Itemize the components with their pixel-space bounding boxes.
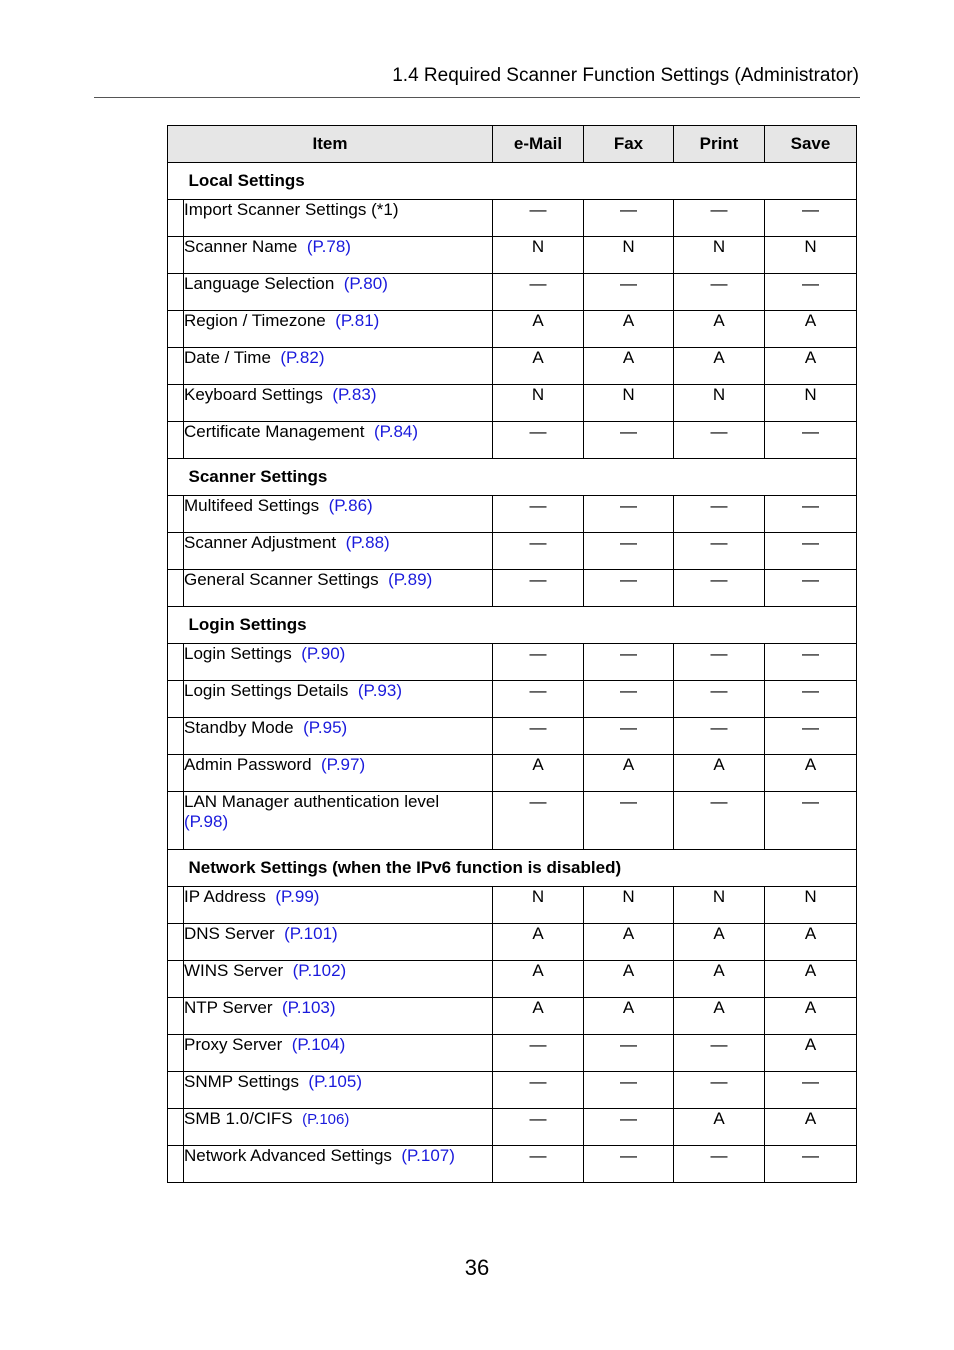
row-gutter [168, 961, 184, 998]
table-row [168, 887, 857, 924]
value-email: N [493, 237, 584, 274]
value-fax: — [584, 644, 674, 681]
value-email: A [493, 348, 584, 385]
value-email: — [493, 1109, 584, 1146]
table-row [168, 570, 857, 607]
page-reference-link[interactable]: (P.82) [280, 348, 325, 367]
item-cell [184, 422, 493, 459]
item-cell [184, 718, 493, 755]
item-name: DNS Server [184, 924, 275, 943]
item-name: SMB 1.0/CIFS [184, 1109, 293, 1128]
item-cell [184, 681, 493, 718]
table-body [168, 163, 857, 1183]
row-gutter [168, 644, 184, 681]
value-email: — [493, 681, 584, 718]
item-name: LAN Manager authentication level [184, 792, 440, 811]
page-reference-link[interactable]: (P.99) [275, 887, 320, 906]
page-reference-link[interactable]: (P.90) [301, 644, 346, 663]
value-save: — [765, 570, 857, 607]
item-cell [184, 644, 493, 681]
item-cell [184, 887, 493, 924]
value-print: A [674, 311, 765, 348]
value-print: A [674, 998, 765, 1035]
item-name: Scanner Name [184, 237, 298, 256]
value-fax: A [584, 311, 674, 348]
page-reference-link[interactable]: (P.81) [335, 311, 380, 330]
section-gutter [168, 607, 184, 644]
value-save: A [765, 1035, 857, 1072]
row-gutter [168, 385, 184, 422]
value-save: A [765, 924, 857, 961]
item-name: Import Scanner Settings (*1) [184, 200, 399, 219]
row-gutter [168, 1146, 184, 1183]
section-row [168, 607, 857, 644]
value-save: — [765, 644, 857, 681]
row-gutter [168, 570, 184, 607]
row-gutter [168, 887, 184, 924]
value-email: — [493, 1072, 584, 1109]
value-fax: — [584, 496, 674, 533]
value-fax: — [584, 1109, 674, 1146]
page-reference-link[interactable]: (P.78) [306, 237, 351, 256]
value-email: A [493, 755, 584, 792]
table-row [168, 755, 857, 792]
item-cell [184, 1072, 493, 1109]
row-gutter [168, 1035, 184, 1072]
item-cell [184, 1109, 493, 1146]
item-name: Keyboard Settings [184, 385, 323, 404]
table-row [168, 274, 857, 311]
table-row [168, 1035, 857, 1072]
page-reference-link[interactable]: (P.95) [303, 718, 348, 737]
table-row [168, 533, 857, 570]
page-reference-link[interactable]: (P.103) [281, 998, 336, 1017]
value-fax: — [584, 200, 674, 237]
value-fax: N [584, 237, 674, 274]
value-save: — [765, 496, 857, 533]
item-name: WINS Server [184, 961, 284, 980]
item-name: SNMP Settings [184, 1072, 299, 1091]
value-save: A [765, 311, 857, 348]
item-name: Date / Time [184, 348, 271, 367]
table-row [168, 348, 857, 385]
value-email: A [493, 311, 584, 348]
item-cell [184, 348, 493, 385]
row-gutter [168, 274, 184, 311]
value-save: — [765, 1072, 857, 1109]
table-row [168, 681, 857, 718]
item-cell [184, 570, 493, 607]
value-save: N [765, 887, 857, 924]
item-name: Multifeed Settings [184, 496, 320, 515]
value-save: A [765, 755, 857, 792]
value-email: — [493, 422, 584, 459]
item-cell [184, 274, 493, 311]
value-save: N [765, 385, 857, 422]
item-name: Standby Mode [184, 718, 294, 737]
item-cell [184, 237, 493, 274]
page-number: 36 [464, 1255, 490, 1280]
column-header-save: Save [765, 126, 857, 163]
item-name: Certificate Management [184, 422, 365, 441]
page-reference-link[interactable]: (P.97) [321, 755, 366, 774]
value-email: — [493, 792, 584, 850]
value-print: — [674, 1035, 765, 1072]
page-reference-link[interactable]: (P.80) [343, 274, 388, 293]
value-fax: — [584, 792, 674, 850]
value-fax: A [584, 961, 674, 998]
item-cell [184, 533, 493, 570]
value-save: — [765, 274, 857, 311]
value-print: — [674, 570, 765, 607]
page-reference-link[interactable]: (P.101) [284, 924, 338, 943]
page-reference-link[interactable]: (P.105) [308, 1072, 362, 1091]
value-fax: A [584, 924, 674, 961]
item-name: Network Advanced Settings [184, 1146, 392, 1165]
column-header-item: Item [168, 126, 493, 163]
table-row [168, 1072, 857, 1109]
row-gutter [168, 1072, 184, 1109]
row-gutter [168, 1109, 184, 1146]
value-print: — [674, 422, 765, 459]
section-gutter [168, 459, 184, 496]
item-cell [184, 1146, 493, 1183]
section-title: Login Settings [184, 607, 857, 644]
value-print: — [674, 718, 765, 755]
value-fax: N [584, 887, 674, 924]
value-fax: N [584, 385, 674, 422]
item-name: Proxy Server [184, 1035, 283, 1054]
value-print: — [674, 533, 765, 570]
section-title: Scanner Settings [184, 459, 857, 496]
running-header: 1.4 Required Scanner Function Settings (Administrator) [392, 65, 859, 86]
value-print: A [674, 1109, 765, 1146]
value-fax: — [584, 718, 674, 755]
value-save: — [765, 200, 857, 237]
table-row [168, 200, 857, 237]
value-fax: — [584, 422, 674, 459]
item-name: Login Settings [184, 644, 292, 663]
table-row [168, 1109, 857, 1146]
value-email: A [493, 961, 584, 998]
value-email: N [493, 887, 584, 924]
table-row [168, 1146, 857, 1183]
table-row [168, 311, 857, 348]
item-cell [184, 792, 493, 850]
item-name: Admin Password [184, 755, 312, 774]
item-name: Language Selection [184, 274, 335, 293]
value-print: — [674, 681, 765, 718]
value-print: N [674, 237, 765, 274]
item-cell [184, 200, 493, 237]
row-gutter [168, 237, 184, 274]
value-save: A [765, 998, 857, 1035]
value-fax: — [584, 274, 674, 311]
page-reference-link[interactable]: (P.98) [184, 812, 229, 831]
page-reference-link[interactable]: (P.93) [357, 681, 402, 700]
column-header-email: e-Mail [493, 126, 584, 163]
value-print: — [674, 496, 765, 533]
value-email: — [493, 570, 584, 607]
row-gutter [168, 533, 184, 570]
page-reference-link[interactable]: (P.86) [328, 496, 373, 515]
value-email: — [493, 533, 584, 570]
value-fax: — [584, 533, 674, 570]
page-reference-link[interactable]: (P.88) [345, 533, 390, 552]
value-print: N [674, 887, 765, 924]
table-row [168, 644, 857, 681]
value-save: A [765, 348, 857, 385]
table-row [168, 718, 857, 755]
row-gutter [168, 681, 184, 718]
row-gutter [168, 348, 184, 385]
value-email: — [493, 1146, 584, 1183]
row-gutter [168, 792, 184, 850]
column-header-print: Print [674, 126, 765, 163]
value-print: — [674, 1072, 765, 1109]
item-cell [184, 311, 493, 348]
row-gutter [168, 422, 184, 459]
row-gutter [168, 496, 184, 533]
value-save: N [765, 237, 857, 274]
table-row [168, 496, 857, 533]
value-email: — [493, 1035, 584, 1072]
value-save: — [765, 1146, 857, 1183]
row-gutter [168, 200, 184, 237]
value-print: A [674, 961, 765, 998]
page-reference-link[interactable]: (P.106) [302, 1111, 350, 1128]
table-header-row [168, 126, 857, 163]
item-name: General Scanner Settings [184, 570, 379, 589]
value-print: — [674, 274, 765, 311]
item-name: IP Address [184, 887, 266, 906]
value-print: — [674, 1146, 765, 1183]
item-name: Login Settings Details [184, 681, 349, 700]
value-print: A [674, 755, 765, 792]
section-row [168, 163, 857, 200]
value-fax: — [584, 1035, 674, 1072]
value-fax: A [584, 755, 674, 792]
value-email: — [493, 496, 584, 533]
settings-table [167, 125, 857, 1183]
value-fax: — [584, 570, 674, 607]
section-row [168, 850, 857, 887]
value-print: — [674, 200, 765, 237]
value-save: — [765, 792, 857, 850]
page-reference-link[interactable]: (P.84) [373, 422, 419, 441]
row-gutter [168, 998, 184, 1035]
page-reference-link[interactable]: (P.104) [291, 1035, 346, 1054]
page-reference-link[interactable]: (P.107) [401, 1146, 455, 1165]
item-cell [184, 924, 493, 961]
value-print: A [674, 924, 765, 961]
section-title: Network Settings (when the IPv6 function is disabled) [184, 850, 857, 887]
value-email: A [493, 924, 584, 961]
table-row [168, 792, 857, 850]
row-gutter [168, 718, 184, 755]
value-save: — [765, 533, 857, 570]
value-print: N [674, 385, 765, 422]
value-email: N [493, 385, 584, 422]
item-cell [184, 755, 493, 792]
page-reference-link[interactable]: (P.89) [388, 570, 433, 589]
row-gutter [168, 924, 184, 961]
item-cell [184, 496, 493, 533]
value-email: — [493, 274, 584, 311]
value-save: A [765, 961, 857, 998]
section-gutter [168, 163, 184, 200]
value-fax: A [584, 348, 674, 385]
value-fax: — [584, 1146, 674, 1183]
header-divider [94, 97, 860, 98]
table-row [168, 961, 857, 998]
item-cell [184, 385, 493, 422]
value-save: A [765, 1109, 857, 1146]
value-save: — [765, 422, 857, 459]
value-fax: — [584, 681, 674, 718]
value-fax: A [584, 998, 674, 1035]
table-row [168, 924, 857, 961]
value-save: — [765, 681, 857, 718]
page-reference-link[interactable]: (P.83) [332, 385, 377, 404]
value-print: — [674, 644, 765, 681]
item-name: Scanner Adjustment [184, 533, 337, 552]
value-save: — [765, 718, 857, 755]
row-gutter [168, 311, 184, 348]
item-name: NTP Server [184, 998, 273, 1017]
page-reference-link[interactable]: (P.102) [292, 961, 347, 980]
item-cell [184, 998, 493, 1035]
item-cell [184, 1035, 493, 1072]
value-email: — [493, 718, 584, 755]
table-row [168, 422, 857, 459]
value-fax: — [584, 1072, 674, 1109]
column-header-fax: Fax [584, 126, 674, 163]
table-row [168, 998, 857, 1035]
section-gutter [168, 850, 184, 887]
value-email: A [493, 998, 584, 1035]
value-email: — [493, 200, 584, 237]
row-gutter [168, 755, 184, 792]
value-email: — [493, 644, 584, 681]
value-print: A [674, 348, 765, 385]
section-row [168, 459, 857, 496]
section-title: Local Settings [184, 163, 857, 200]
table-row [168, 237, 857, 274]
value-print: — [674, 792, 765, 850]
item-name: Region / Timezone [184, 311, 326, 330]
item-cell [184, 961, 493, 998]
table-row [168, 385, 857, 422]
